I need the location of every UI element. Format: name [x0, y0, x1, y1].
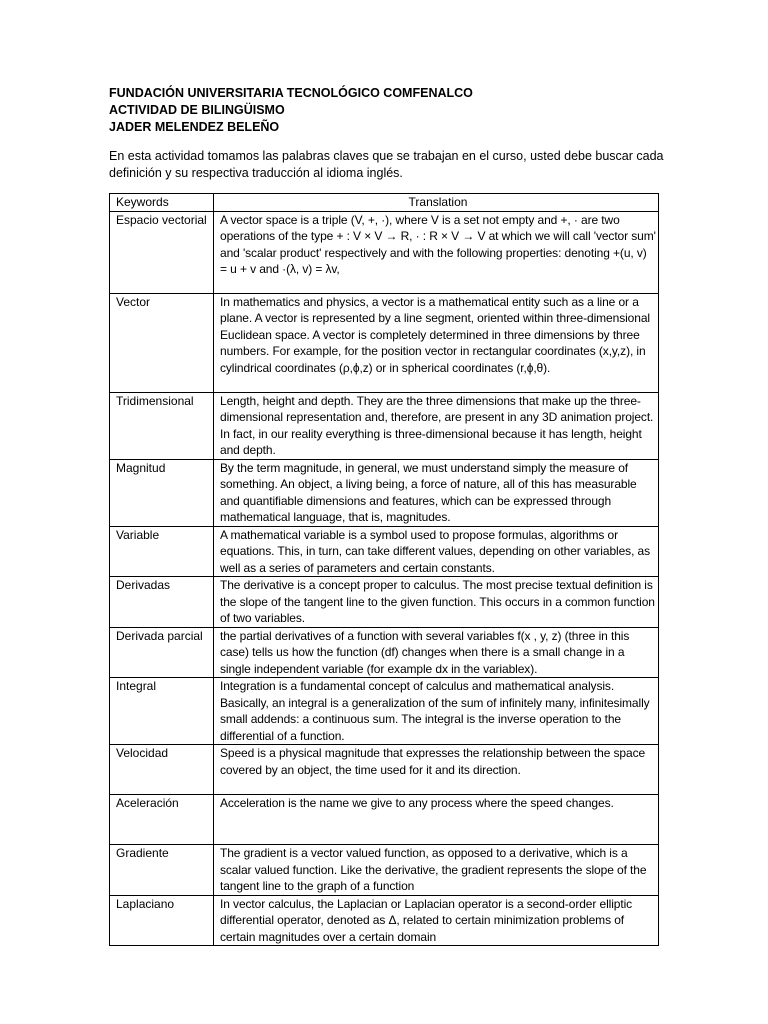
- keyword-cell: Espacio vectorial: [110, 211, 214, 293]
- keyword-cell: Gradiente: [110, 845, 214, 896]
- table-row: [110, 627, 659, 678]
- definition-cell: Acceleration is the name we give to any process where the speed changes.: [214, 795, 659, 845]
- table-row: [110, 526, 659, 577]
- keyword-cell: Integral: [110, 678, 214, 745]
- keywords-table: [109, 193, 659, 946]
- keyword-cell: Derivadas: [110, 577, 214, 628]
- table-row: [110, 745, 659, 795]
- definition-cell: The derivative is a concept proper to calculus. The most precise textual definition is the slope of the tangent line to the given function. This occurs in a common function of two variables.: [214, 577, 659, 628]
- definition-cell: Integration is a fundamental concept of calculus and mathematical analysis. Basically, an integral is a generalization of the sum of infinitely many, infinitesimally small addends: a continuous sum. The integral is the inverse operation to the differential of a function.: [214, 678, 659, 745]
- definition-cell: By the term magnitude, in general, we must understand simply the measure of something. An object, a living being, a force of nature, all of this has measurable and quantifiable dimensions and features, which can be expressed through mathematical language, that is, magnitudes.: [214, 459, 659, 526]
- definition-cell: Speed is a physical magnitude that expresses the relationship between the space covered by an object, the time used for it and its direction.: [214, 745, 659, 795]
- definition-cell: Length, height and depth. They are the three dimensions that make up the three-dimensional representation and, therefore, are present in any 3D animation project. In fact, in our reality everything is three-dimensional because it has length, height and depth.: [214, 392, 659, 459]
- table-header-row: [110, 194, 659, 212]
- table-row: [110, 895, 659, 946]
- keyword-cell: Aceleración: [110, 795, 214, 845]
- keyword-cell: Magnitud: [110, 459, 214, 526]
- table-row: [110, 795, 659, 845]
- intro-paragraph: En esta actividad tomamos las palabras claves que se trabajan en el curso, usted debe buscar cada definición y su respectiva traducción al idioma inglés.: [109, 149, 664, 180]
- definition-cell: In vector calculus, the Laplacian or Laplacian operator is a second-order elliptic differential operator, denoted as Δ, related to certain minimization problems of certain magnitudes over a certain domain: [214, 895, 659, 946]
- table-row: [110, 845, 659, 896]
- definition-cell: The gradient is a vector valued function, as opposed to a derivative, which is a scalar valued function. Like the derivative, the gradient represents the slope of the tangent line to the graph of a function: [214, 845, 659, 896]
- table-row: [110, 293, 659, 392]
- keyword-cell: Laplaciano: [110, 895, 214, 946]
- definition-cell: A vector space is a triple (V, +, ·), where V is a set not empty and +, · are two operations of the type + : V × V → R, · : R × V → V at which we will call 'vector sum' and 'scalar product' respectively and with the following properties: denoting +(u, v) = u + v and ·(λ, v) = λv,: [214, 211, 659, 293]
- document-header: [109, 85, 473, 136]
- author-name: JADER MELENDEZ BELEÑO: [109, 120, 280, 134]
- table-row: [110, 577, 659, 628]
- activity-title: ACTIVIDAD DE BILINGÜISMO: [109, 103, 285, 117]
- table-row: [110, 459, 659, 526]
- definition-cell: A mathematical variable is a symbol used to propose formulas, algorithms or equations. This, in turn, can take different values, depending on other variables, as well as a series of parameters and certain constants.: [214, 526, 659, 577]
- keyword-cell: Velocidad: [110, 745, 214, 795]
- translation-column-header: Translation: [214, 194, 659, 212]
- definition-cell: In mathematics and physics, a vector is a mathematical entity such as a line or a plane. A vector is represented by a line segment, oriented within three-dimensional Euclidean space. A vector is completely determined in three dimensions by three numbers. For example, for the position vector in rectangular coordinates (x,y,z), in cylindrical coordinates (ρ,ϕ,z) or in spherical coordinates (r,ϕ,θ).: [214, 293, 659, 392]
- institution-name: FUNDACIÓN UNIVERSITARIA TECNOLÓGICO COMFENALCO: [109, 86, 473, 100]
- keywords-column-header: Keywords: [110, 194, 214, 212]
- table-row: [110, 678, 659, 745]
- definition-cell: the partial derivatives of a function with several variables f(x , y, z) (three in this case) tells us how the function (df) changes when there is a small change in a single independent variable (for example dx in the variablex).: [214, 627, 659, 678]
- table-row: [110, 211, 659, 293]
- keyword-cell: Variable: [110, 526, 214, 577]
- keyword-cell: Tridimensional: [110, 392, 214, 459]
- keyword-cell: Vector: [110, 293, 214, 392]
- table-row: [110, 392, 659, 459]
- keyword-cell: Derivada parcial: [110, 627, 214, 678]
